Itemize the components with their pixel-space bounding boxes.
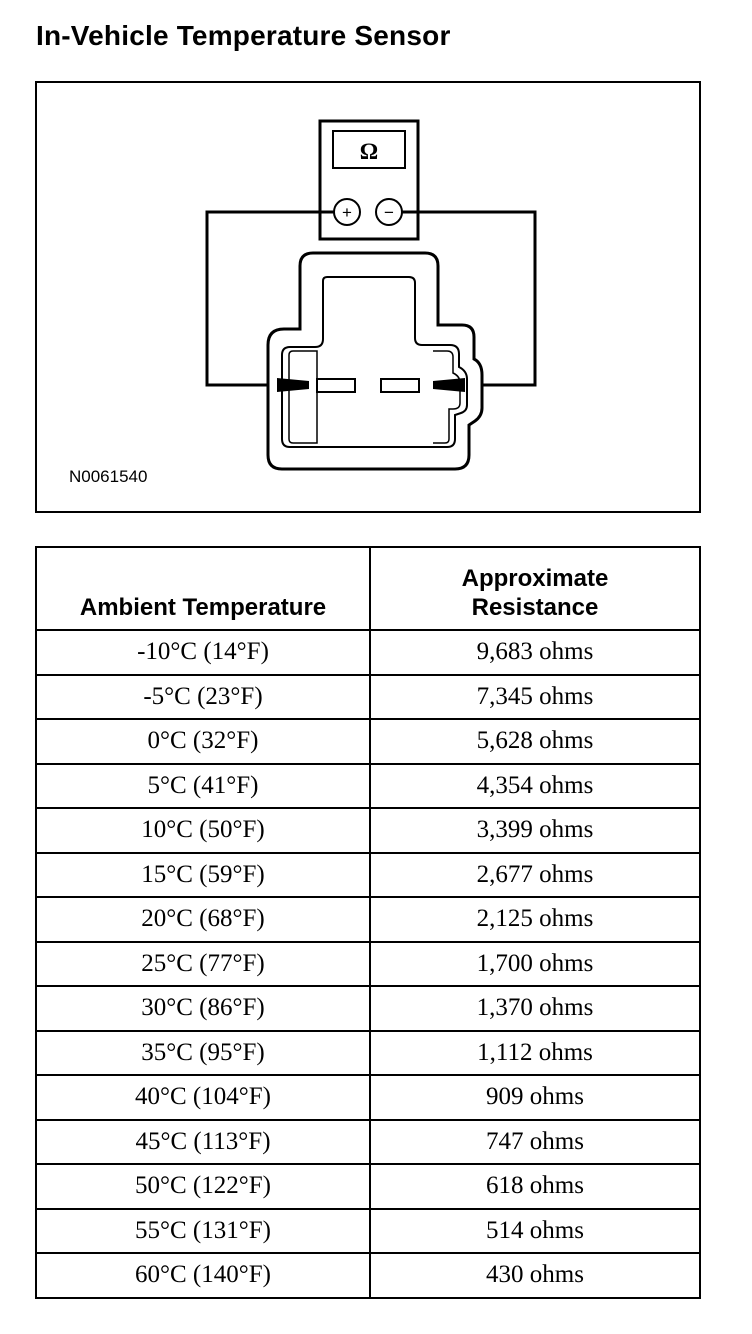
resistance-cell: 909 ohms xyxy=(370,1075,700,1120)
diagram-drawing xyxy=(37,83,699,511)
table-row xyxy=(36,630,700,675)
resistance-cell: 7,345 ohms xyxy=(370,675,700,720)
figure-id: N0061540 xyxy=(69,467,148,486)
table-row xyxy=(36,764,700,809)
page-title: In-Vehicle Temperature Sensor xyxy=(36,20,451,51)
table-row xyxy=(36,942,700,987)
temp-cell: -5°C (23°F) xyxy=(36,675,370,720)
plus-symbol: + xyxy=(342,203,352,222)
table-row xyxy=(36,986,700,1031)
table-row xyxy=(36,1253,700,1298)
temp-cell: 45°C (113°F) xyxy=(36,1120,370,1165)
temp-cell: 10°C (50°F) xyxy=(36,808,370,853)
sensor-pin-right xyxy=(381,379,419,392)
resistance-cell: 2,677 ohms xyxy=(370,853,700,898)
resistance-cell: 2,125 ohms xyxy=(370,897,700,942)
table-row xyxy=(36,1209,700,1254)
sensor-pin-left xyxy=(317,379,355,392)
temp-cell: 0°C (32°F) xyxy=(36,719,370,764)
temp-cell: 30°C (86°F) xyxy=(36,986,370,1031)
temp-cell: 15°C (59°F) xyxy=(36,853,370,898)
sensor-diagram xyxy=(35,81,701,513)
resistance-cell: 5,628 ohms xyxy=(370,719,700,764)
resistance-table xyxy=(35,546,701,1299)
resistance-cell: 1,112 ohms xyxy=(370,1031,700,1076)
table-header-row xyxy=(36,547,700,630)
temp-cell: 55°C (131°F) xyxy=(36,1209,370,1254)
table-row xyxy=(36,853,700,898)
temp-cell: 35°C (95°F) xyxy=(36,1031,370,1076)
resistance-cell: 430 ohms xyxy=(370,1253,700,1298)
temp-cell: -10°C (14°F) xyxy=(36,630,370,675)
table-row xyxy=(36,897,700,942)
table-row xyxy=(36,808,700,853)
temp-cell: 5°C (41°F) xyxy=(36,764,370,809)
header-approximate-resistance xyxy=(370,547,700,630)
resistance-cell: 9,683 ohms xyxy=(370,630,700,675)
table-row xyxy=(36,675,700,720)
table-row xyxy=(36,719,700,764)
header-ambient-temperature: Ambient Temperature xyxy=(36,547,370,630)
resistance-cell: 1,700 ohms xyxy=(370,942,700,987)
resistance-cell: 3,399 ohms xyxy=(370,808,700,853)
minus-symbol: − xyxy=(384,203,394,222)
table-row xyxy=(36,1120,700,1165)
sensor-connector xyxy=(268,253,482,469)
temp-cell: 50°C (122°F) xyxy=(36,1164,370,1209)
resistance-cell: 618 ohms xyxy=(370,1164,700,1209)
table-row xyxy=(36,1031,700,1076)
temp-cell: 40°C (104°F) xyxy=(36,1075,370,1120)
temp-cell: 25°C (77°F) xyxy=(36,942,370,987)
header-resistance-text: Approximate Resistance xyxy=(461,565,609,621)
resistance-cell: 1,370 ohms xyxy=(370,986,700,1031)
table-row xyxy=(36,1075,700,1120)
ohm-symbol: Ω xyxy=(359,139,379,164)
temp-cell: 20°C (68°F) xyxy=(36,897,370,942)
temp-cell: 60°C (140°F) xyxy=(36,1253,370,1298)
resistance-cell: 747 ohms xyxy=(370,1120,700,1165)
resistance-cell: 514 ohms xyxy=(370,1209,700,1254)
resistance-cell: 4,354 ohms xyxy=(370,764,700,809)
table-row xyxy=(36,1164,700,1209)
